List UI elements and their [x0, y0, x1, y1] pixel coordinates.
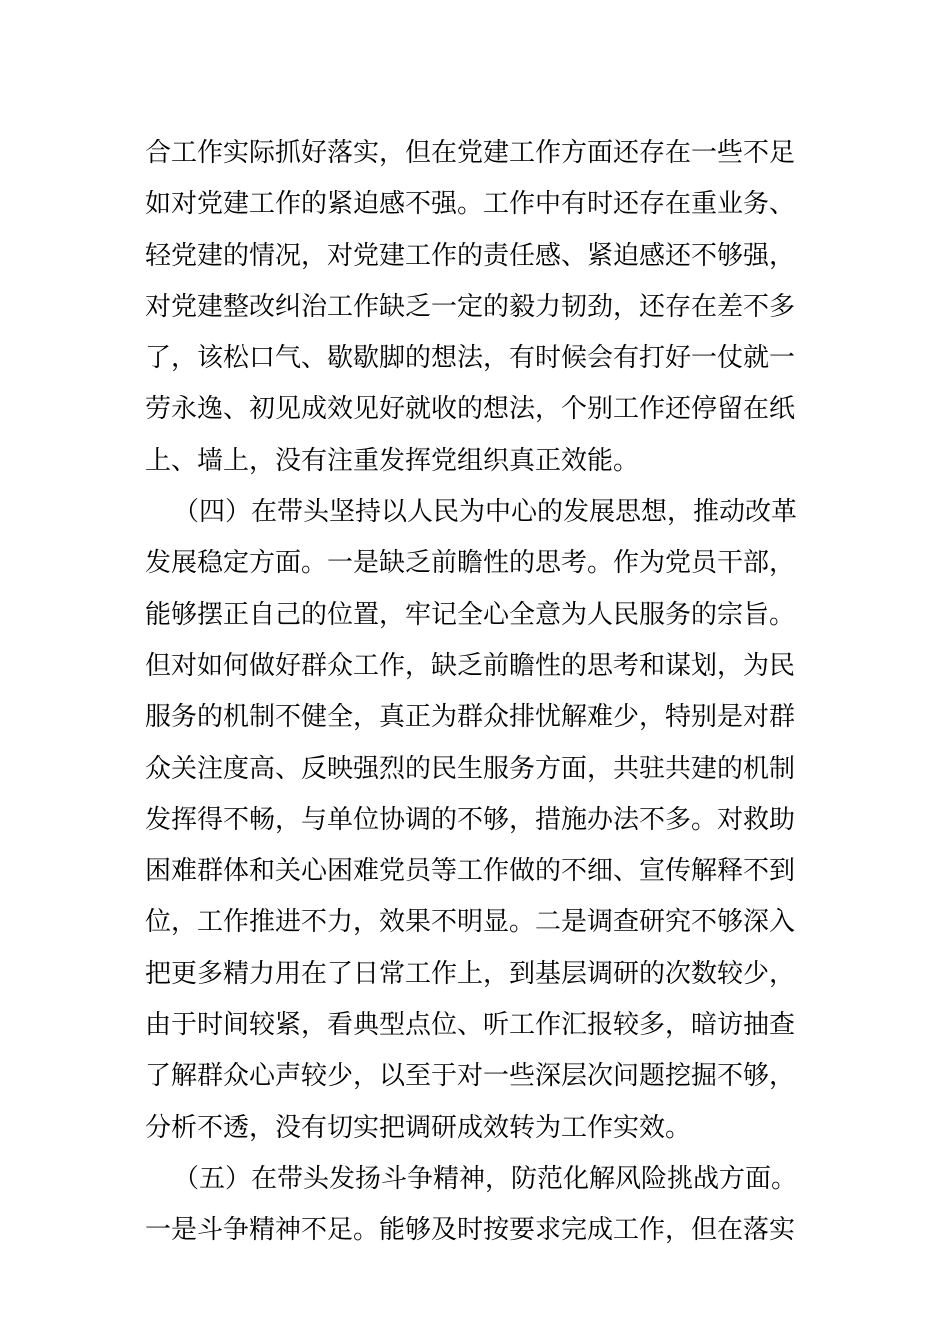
text-line: 轻党建的情况，对党建工作的责任感、紧迫感还不够强，: [145, 240, 796, 271]
text-line: 把更多精力用在了日常工作上，到基层调研的次数较少，: [145, 958, 796, 989]
text-line: 合工作实际抓好落实，但在党建工作方面还存在一些不足: [145, 138, 796, 168]
text-line: 但对如何做好群众工作，缺乏前瞻性的思考和谋划，为民: [145, 650, 796, 681]
section-heading-line: （四）在带头坚持以人民为中心的发展思想，推动改革: [173, 497, 798, 528]
text-line: 发挥得不畅，与单位协调的不够，措施办法不多。对救助: [145, 804, 796, 835]
text-line: 服务的机制不健全，真正为群众排忧解难少，特别是对群: [145, 702, 796, 733]
body-text: [145, 128, 810, 1257]
text-line: 对党建整改纠治工作缺乏一定的毅力韧劲，还存在差不多: [145, 291, 796, 322]
section-heading-line: （五）在带头发扬斗争精神，防范化解风险挑战方面。: [173, 1163, 798, 1194]
text-line: 位，工作推进不力，效果不明显。二是调查研究不够深入: [145, 907, 796, 938]
text-line: 分析不透，没有切实把调研成效转为工作实效。: [145, 1112, 692, 1143]
text-line: 上、墙上，没有注重发挥党组织真正效能。: [145, 445, 640, 476]
text-line: 一是斗争精神不足。能够及时按要求完成工作，但在落实: [145, 1215, 796, 1246]
text-line: 劳永逸、初见成效见好就收的想法，个别工作还停留在纸: [145, 394, 796, 425]
text-line: 如对党建工作的紧迫感不强。工作中有时还存在重业务、: [145, 189, 796, 220]
text-line: 了，该松口气、歇歇脚的想法，有时候会有打好一仗就一: [145, 343, 796, 374]
text-line: 众关注度高、反映强烈的民生服务方面，共驻共建的机制: [145, 753, 796, 784]
text-line: 由于时间较紧，看典型点位、听工作汇报较多，暗访抽查: [145, 1010, 796, 1041]
text-line: 了解群众心声较少，以至于对一些深层次问题挖掘不够，: [145, 1061, 796, 1092]
text-line: 能够摆正自己的位置，牢记全心全意为人民服务的宗旨。: [145, 599, 796, 630]
text-line: 发展稳定方面。一是缺乏前瞻性的思考。作为党员干部，: [145, 548, 796, 579]
text-line: 困难群体和关心困难党员等工作做的不细、宣传解释不到: [145, 856, 796, 887]
